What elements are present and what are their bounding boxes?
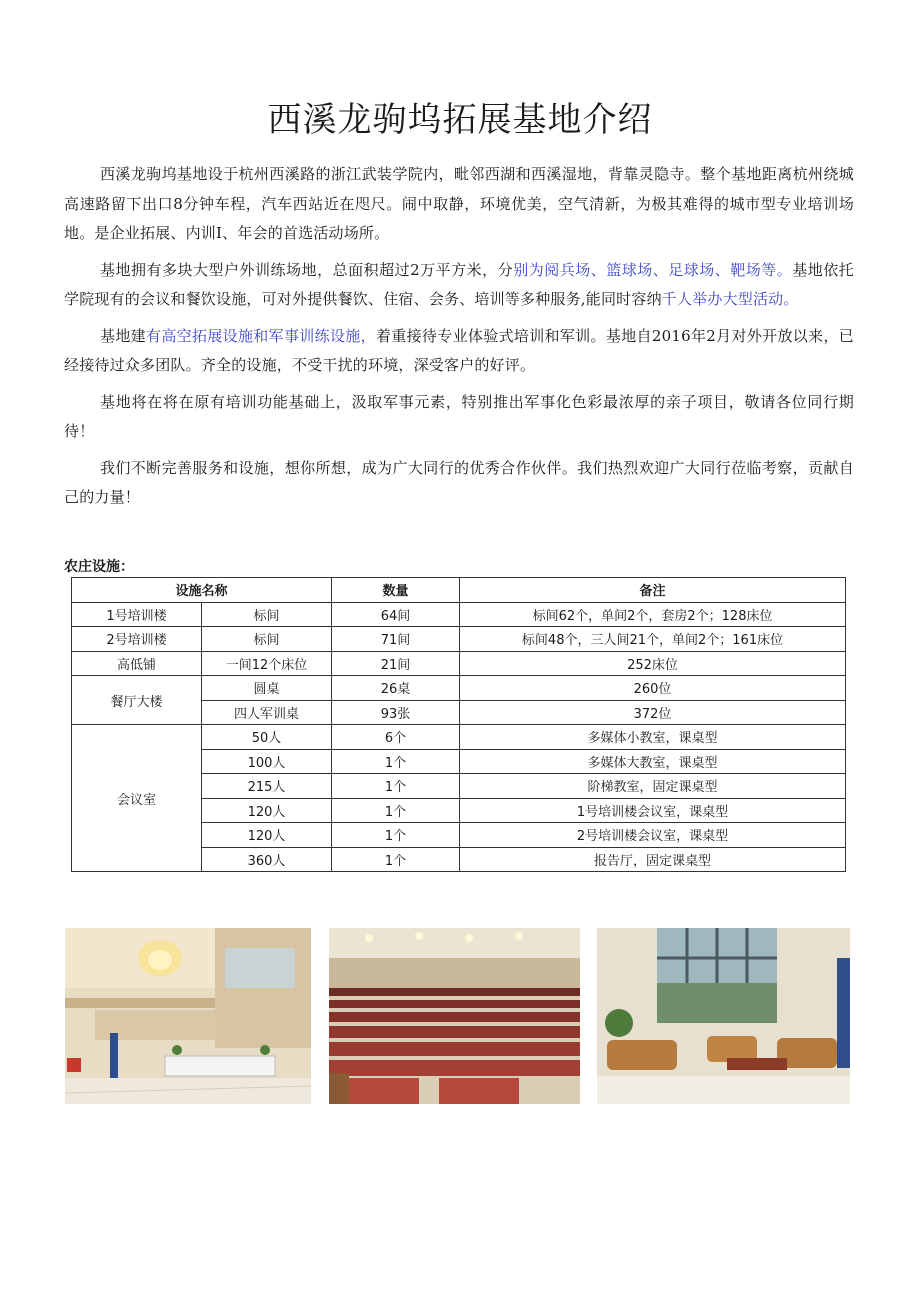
highlighted-text: 千人举办大型活动。 xyxy=(661,290,799,308)
page-title: 西溪龙驹坞拓展基地介绍 xyxy=(267,100,653,140)
qty-cell: 1个 xyxy=(332,798,460,823)
intro-text xyxy=(64,160,854,520)
table-row xyxy=(72,676,846,701)
note-cell: 260位 xyxy=(460,676,846,701)
item-cell: 四人军训桌 xyxy=(202,700,332,725)
item-cell: 圆桌 xyxy=(202,676,332,701)
table-row xyxy=(72,627,846,652)
auditorium-photo-image xyxy=(329,928,580,1104)
note-cell: 1号培训楼会议室，课桌型 xyxy=(460,798,846,823)
paragraph-text: 着重接待专业体验式培训和军训。基地自2016年2月对外开放以来，已经接待过众多团队。齐全的设施，不受干扰的环境，深受客户的好评。 xyxy=(64,326,854,374)
lounge-photo-image xyxy=(597,928,850,1104)
qty-cell: 6个 xyxy=(332,725,460,750)
paragraph-facilities xyxy=(64,322,854,381)
note-cell: 标间62个，单间2个，套房2个；128床位 xyxy=(460,602,846,627)
header-name: 设施名称 xyxy=(72,578,332,603)
item-cell: 120人 xyxy=(202,798,332,823)
paragraph-text: 基地将在将在原有培训功能基础上，汲取军事元素，特别推出军事化色彩最浓厚的亲子项目，敬请各位同行期待！ xyxy=(64,392,854,440)
qty-cell: 1个 xyxy=(332,823,460,848)
item-cell: 360人 xyxy=(202,847,332,872)
header-note: 备注 xyxy=(460,578,846,603)
photo-strip xyxy=(0,928,920,1104)
qty-cell: 93张 xyxy=(332,700,460,725)
paragraph-future xyxy=(64,388,854,447)
qty-cell: 26桌 xyxy=(332,676,460,701)
paragraph-text: 我们不断完善服务和设施，想你所想，成为广大同行的优秀合作伙伴。我们热烈欢迎广大同行莅临考察，贡献自己的力量！ xyxy=(64,458,854,506)
auditorium-photo xyxy=(329,928,580,1104)
paragraph-text: 基地依托学院现有的会议和餐饮设施，可对外提供餐饮、住宿、会务、培训等多种服务,能同时容纳 xyxy=(64,260,854,308)
table-row xyxy=(72,725,846,750)
table-header-row xyxy=(72,578,846,603)
paragraph-text: 西溪龙驹坞基地设于杭州西溪路的浙江武装学院内，毗邻西湖和西溪湿地，背靠灵隐寺。整个基地距离杭州绕城高速路留下出口8分钟车程，汽车西站近在咫尺。闹中取静，环境优美，空气清新，为极其难得的城市型专业培训场地。是企业拓展、内训Ⅰ、年会的首选活动场所。 xyxy=(64,165,854,242)
qty-cell: 1个 xyxy=(332,749,460,774)
qty-cell: 64间 xyxy=(332,602,460,627)
facilities-table xyxy=(71,577,846,872)
group-cell: 会议室 xyxy=(72,725,202,872)
note-cell: 阶梯教室，固定课桌型 xyxy=(460,774,846,799)
paragraph-welcome xyxy=(64,454,854,513)
item-cell: 100人 xyxy=(202,749,332,774)
note-cell: 252床位 xyxy=(460,651,846,676)
item-cell: 120人 xyxy=(202,823,332,848)
item-cell: 215人 xyxy=(202,774,332,799)
table-row xyxy=(72,651,846,676)
qty-cell: 21间 xyxy=(332,651,460,676)
note-cell: 372位 xyxy=(460,700,846,725)
group-cell: 餐厅大楼 xyxy=(72,676,202,725)
item-cell: 标间 xyxy=(202,602,332,627)
table-row xyxy=(72,602,846,627)
qty-cell: 71间 xyxy=(332,627,460,652)
paragraph-location xyxy=(64,160,854,249)
lounge-photo xyxy=(597,928,850,1104)
highlighted-text: 别为阅兵场、篮球场、足球场、靶场等。 xyxy=(513,260,793,279)
group-cell: 2号培训楼 xyxy=(72,627,202,652)
item-cell: 一间12个床位 xyxy=(202,651,332,676)
facilities-label: 农庄设施： xyxy=(64,559,134,575)
note-cell: 标间48个，三人间21个，单间2个；161床位 xyxy=(460,627,846,652)
paragraph-venues xyxy=(64,256,854,315)
note-cell: 2号培训楼会议室，课桌型 xyxy=(460,823,846,848)
item-cell: 标间 xyxy=(202,627,332,652)
group-cell: 高低铺 xyxy=(72,651,202,676)
group-cell: 1号培训楼 xyxy=(72,602,202,627)
item-cell: 50人 xyxy=(202,725,332,750)
header-qty: 数量 xyxy=(332,578,460,603)
qty-cell: 1个 xyxy=(332,847,460,872)
note-cell: 多媒体大教室，课桌型 xyxy=(460,749,846,774)
paragraph-text: 基地建 xyxy=(100,326,146,345)
highlighted-text: 有高空拓展设施和军事训练设施， xyxy=(146,326,376,345)
note-cell: 多媒体小教室，课桌型 xyxy=(460,725,846,750)
qty-cell: 1个 xyxy=(332,774,460,799)
lobby-photo xyxy=(65,928,311,1104)
paragraph-text: 基地拥有多块大型户外训练场地，总面积超过2万平方米，分 xyxy=(100,260,514,279)
note-cell: 报告厅，固定课桌型 xyxy=(460,847,846,872)
lobby-photo-image xyxy=(65,928,311,1104)
